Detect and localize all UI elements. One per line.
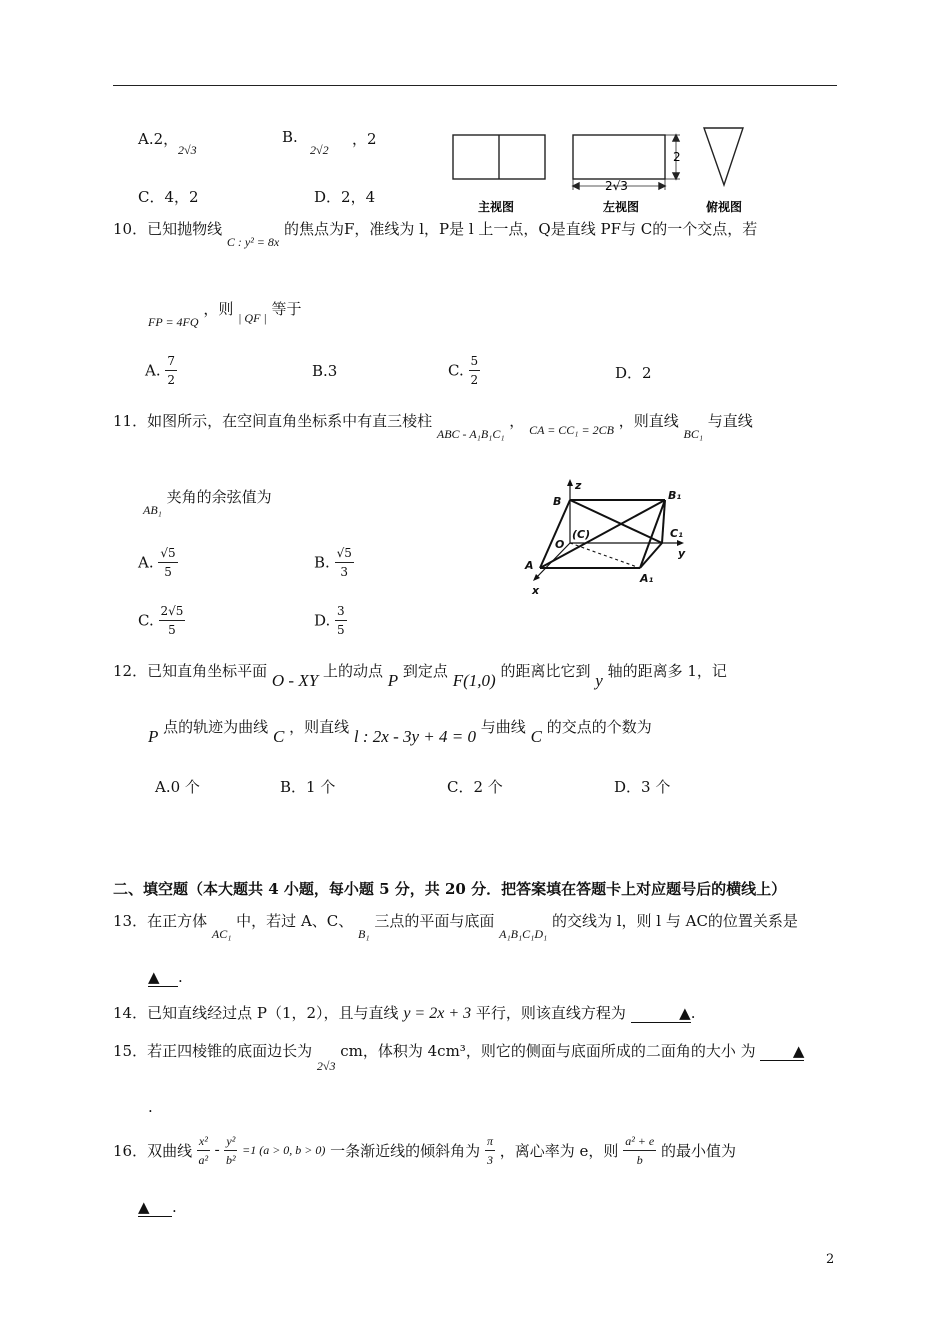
three-view-figure [440, 118, 780, 218]
q16-answer-line: ▲ . [138, 1198, 177, 1216]
q10-option-b: B.3 [312, 362, 338, 380]
q9-option-c: C．4，2 [138, 188, 199, 206]
q10-option-a: A. $\frac{7}{2}$ [145, 354, 176, 387]
q13-answer-line: ▲ . [148, 968, 183, 986]
q10-stem-line1: 10．已知抛物线 $_{C : y^2 = 8x}$ 的焦点为F，准线为 l，P是 l 上一点，Q是直线 PF与 C的一个交点，若 [113, 220, 758, 249]
prism-figure [515, 475, 705, 600]
q12-option-c: C．2 个 [447, 778, 503, 796]
q11-option-d: D. $\frac{3}{5}$ [314, 604, 345, 637]
q14-stem: 14．已知直线经过点 P（1，2），且与直线 y = 2x + 3 平行，则该直线方程为 ▲. [113, 1004, 696, 1022]
fig-label-B1: B₁ [668, 489, 682, 502]
q10-stem-line2: $_{FP = 4FQ}$ ，则 $_{| QF |}$ 等于 [148, 300, 302, 329]
q12-stem-line1: 12．已知直角坐标平面 O - XY 上的动点 P 到定点 F(1,0) 的距离比它到 y 轴的距离多 1，记 [113, 662, 727, 690]
header-rule [113, 85, 837, 86]
q12-stem-line2: P 点的轨迹为曲线 C ，则直线 l : 2x - 3y + 4 = 0 与曲线 C 的交点的个数为 [148, 718, 652, 746]
fig-dim-width: 2√3 [605, 179, 628, 193]
q15-answer-blank[interactable]: ▲ [760, 1042, 804, 1061]
q10-option-d: D．2 [615, 364, 652, 382]
front-view [453, 135, 545, 179]
q13-stem: 13．在正方体 $_{AC_1}$ 中，若过 A、C、 $_{B_1}$ 三点的平面与底面 $_{A_1B_1C_1D_1}$ 的交线为 l，则 l 与 AC的位置关系是 [113, 912, 798, 941]
fig-label-C: (C) [572, 528, 591, 541]
q10-eq-qf: | QF | [238, 311, 267, 325]
q15-end: . [148, 1098, 153, 1116]
q9-option-d: D．2，4 [314, 188, 376, 206]
q10-option-c: C. $\frac{5}{2}$ [448, 354, 479, 387]
q14-answer-blank[interactable]: ▲ [631, 1004, 691, 1023]
fig-label-O: O [555, 538, 565, 551]
q11-stem-line1: 11．如图所示，在空间直角坐标系中有直三棱柱 $_{ABC - A_1B_1C_1}$ ， $_{CA = CC_1 = 2CB}$ ，则直线 $_{BC_1}$ 与直线 [113, 412, 753, 441]
q9-option-a-value: 2√3 [178, 143, 197, 157]
fig-label-y: y [678, 547, 686, 560]
q9-option-b-tail: ，2 [352, 130, 377, 148]
q11-option-c: C. $\frac{2√5}{5}$ [138, 604, 184, 637]
top-view [704, 128, 743, 185]
q11-option-a: A. $\frac{√5}{5}$ [138, 546, 176, 579]
q16-stem: 16．双曲线 $\frac{\text{x²}}{\text{a²}}$ - $\frac{\text{y²}}{\text{b²}}$ =1 (a > 0, b > 0) 一条渐近线的倾斜角为 $\frac{\pi}{3}$ ，离心率为 e，则 $\frac{\text{a² + e}}{b}$ 的最小值为 [113, 1134, 737, 1167]
q13-answer-blank[interactable]: ▲ [148, 968, 178, 987]
fig-dim-height: 2 [673, 150, 681, 164]
fig-label-x: x [532, 584, 540, 597]
q12-option-a: A.0 个 [155, 778, 200, 796]
fig-label-top: 俯视图 [706, 200, 743, 214]
fig-label-A: A [525, 559, 534, 572]
q15-stem: 15．若正四棱锥的底面边长为 $_{2√3}$ cm，体积为 4cm³，则它的侧面与底面所成的二面角的大小 为 ▲ [113, 1042, 805, 1073]
fig-label-side: 左视图 [603, 200, 640, 214]
q10-eq-parabola: C : y² = 8x [226, 235, 280, 249]
q10-eq-vector: FP = 4FQ [148, 315, 199, 329]
q9-option-b-value: 2√2 [310, 143, 329, 157]
q9-option-b: B. [282, 128, 298, 146]
q16-answer-blank[interactable]: ▲ [138, 1198, 172, 1217]
q11-stem-line2: $_{AB_1}$ 夹角的余弦值为 [143, 488, 272, 517]
q12-option-b: B．1 个 [280, 778, 336, 796]
fig-label-B: B [553, 495, 562, 508]
q11-option-b: B. $\frac{√5}{3}$ [314, 546, 352, 579]
section-title: 二、填空题（本大题共 4 小题，每小题 5 分，共 20 分．把答案填在答题卡上对应题号后的横线上） [113, 880, 787, 898]
fig-label-z: z [575, 479, 582, 492]
q12-option-d: D．3 个 [614, 778, 671, 796]
fig-label-C1: C₁ [670, 527, 683, 540]
page-number: 2 [826, 1252, 835, 1267]
fig-label-A1: A₁ [640, 572, 654, 585]
q9-option-a: A.2， [138, 130, 179, 148]
fig-label-front: 主视图 [478, 200, 515, 214]
